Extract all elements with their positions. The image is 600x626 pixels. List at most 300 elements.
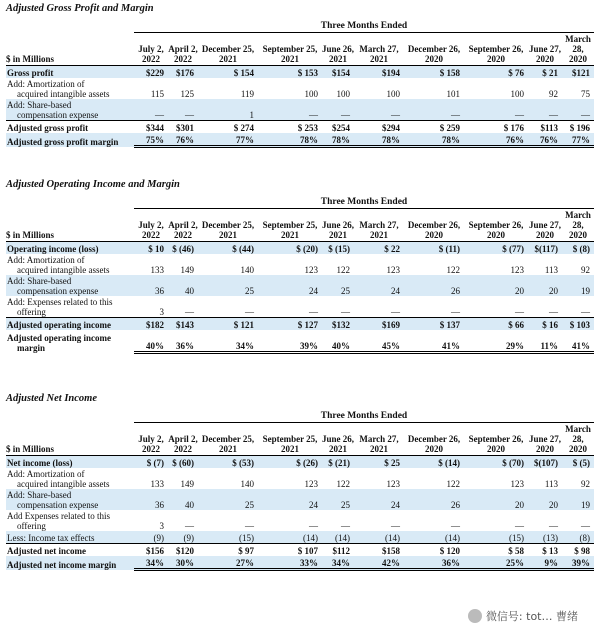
column-header bbox=[322, 423, 354, 456]
row-add-share-based-compensation-expense bbox=[6, 99, 594, 121]
value-cell: $ (20) bbox=[258, 242, 322, 255]
section-title: Adjusted Net Income bbox=[6, 393, 97, 404]
column-header-year: 2022 bbox=[142, 230, 160, 240]
value-cell: $154 bbox=[322, 66, 354, 79]
value-cell: (14) bbox=[258, 531, 322, 544]
column-header-date: April 2, bbox=[168, 220, 198, 230]
value-cell: — bbox=[549, 521, 558, 531]
column-header-date: March 28, bbox=[565, 34, 591, 54]
column-header bbox=[354, 33, 404, 66]
value-cell: 123 bbox=[386, 479, 400, 489]
value-cell: — bbox=[391, 307, 400, 317]
row-adjusted-net-income bbox=[6, 544, 594, 557]
value-cell: — bbox=[185, 521, 194, 531]
value-cell: $ (5) bbox=[562, 456, 594, 469]
row-label bbox=[6, 66, 134, 79]
value-cell: 149 bbox=[180, 479, 194, 489]
row-label-text: Adjusted operating income bbox=[7, 320, 111, 330]
row-label-text: Adjusted gross profit bbox=[7, 123, 89, 133]
value-cell: $120 bbox=[168, 544, 198, 557]
value-cell: 119 bbox=[240, 89, 254, 99]
value-cell: 76% bbox=[464, 133, 528, 147]
column-header-year: 2020 bbox=[569, 54, 587, 64]
value-cell: $229 bbox=[134, 66, 168, 79]
row-label bbox=[6, 510, 134, 531]
row-label bbox=[6, 121, 134, 134]
value-cell: 36 bbox=[134, 489, 168, 510]
value-cell: 92 bbox=[581, 265, 590, 275]
value-cell: 26 bbox=[404, 489, 464, 510]
value-cell: — bbox=[341, 307, 350, 317]
column-header-date: September 25, bbox=[262, 44, 318, 54]
value-cell: $ (53) bbox=[198, 456, 258, 469]
column-header bbox=[562, 33, 594, 66]
value-cell: $ 97 bbox=[198, 544, 258, 557]
value-cell: $ 121 bbox=[198, 318, 258, 331]
value-cell: $143 bbox=[168, 318, 198, 331]
value-cell: — bbox=[322, 99, 354, 121]
column-header bbox=[464, 423, 528, 456]
value-cell: — bbox=[245, 307, 254, 317]
column-header-year: 2020 bbox=[487, 54, 505, 64]
column-header-date: December 26, bbox=[407, 220, 461, 230]
column-header-year: 2022 bbox=[174, 54, 192, 64]
value-cell: 149 bbox=[180, 265, 194, 275]
row-label bbox=[6, 133, 134, 147]
value-cell: — bbox=[404, 99, 464, 121]
column-header-date: July 2, bbox=[138, 220, 164, 230]
column-header-year: 2021 bbox=[370, 444, 388, 454]
value-cell: $194 bbox=[354, 66, 404, 79]
value-cell: 20 bbox=[464, 489, 528, 510]
column-header-date: September 26, bbox=[468, 44, 524, 54]
value-cell: 123 bbox=[510, 479, 524, 489]
column-header-year: 2020 bbox=[569, 230, 587, 240]
value-cell: 24 bbox=[258, 489, 322, 510]
value-cell: $ 22 bbox=[354, 242, 404, 255]
value-cell: 92 bbox=[581, 479, 590, 489]
column-header bbox=[528, 209, 562, 242]
value-cell: 24 bbox=[258, 275, 322, 296]
value-cell: $294 bbox=[354, 121, 404, 134]
value-cell: 100 bbox=[510, 89, 524, 99]
value-cell: $ 107 bbox=[258, 544, 322, 557]
row-adjusted-operating-income bbox=[6, 318, 594, 331]
column-header-date: June 27, bbox=[528, 434, 561, 444]
row-add-expenses-related-to-this-offering bbox=[6, 296, 594, 318]
column-header bbox=[198, 33, 258, 66]
column-header bbox=[404, 423, 464, 456]
value-cell: (15) bbox=[198, 531, 258, 544]
wechat-icon bbox=[468, 609, 482, 623]
value-cell: $ 259 bbox=[404, 121, 464, 134]
value-cell: $ 120 bbox=[404, 544, 464, 557]
value-cell: 33% bbox=[258, 556, 322, 570]
column-header-date: June 26, bbox=[322, 434, 355, 444]
value-cell: 101 bbox=[446, 89, 460, 99]
value-cell: — bbox=[391, 521, 400, 531]
column-header bbox=[354, 423, 404, 456]
value-cell: 122 bbox=[446, 479, 460, 489]
value-cell: 24 bbox=[354, 489, 404, 510]
unit-label: $ in Millions bbox=[6, 33, 134, 66]
row-label-continuation: offering bbox=[17, 521, 46, 531]
row-label-continuation: compensation expense bbox=[17, 110, 99, 120]
row-label-continuation: offering bbox=[17, 307, 46, 317]
value-cell: $158 bbox=[354, 544, 404, 557]
value-cell: — bbox=[134, 99, 168, 121]
row-label-text: Adjusted gross profit margin bbox=[7, 136, 119, 147]
value-cell: $169 bbox=[354, 318, 404, 331]
column-header-date: July 2, bbox=[138, 434, 164, 444]
value-cell: — bbox=[515, 307, 524, 317]
value-cell: $ 274 bbox=[198, 121, 258, 134]
column-header-date: March 28, bbox=[565, 424, 591, 444]
value-cell: $ 154 bbox=[198, 66, 258, 79]
value-cell: — bbox=[581, 521, 590, 531]
column-header-year: 2021 bbox=[281, 444, 299, 454]
row-label-text: Add Expenses related to this bbox=[7, 511, 110, 521]
value-cell: 9% bbox=[528, 556, 562, 570]
value-cell: 115 bbox=[150, 89, 164, 99]
row-label-text: Add: Amortization of bbox=[7, 255, 85, 265]
value-cell: (14) bbox=[354, 531, 404, 544]
column-header-date: December 25, bbox=[201, 434, 255, 444]
value-cell: $ 21 bbox=[528, 66, 562, 79]
value-cell: 75 bbox=[581, 89, 590, 99]
column-header bbox=[354, 209, 404, 242]
value-cell: $ 16 bbox=[528, 318, 562, 331]
watermark bbox=[468, 608, 578, 624]
value-cell: 75% bbox=[134, 133, 168, 147]
row-net-income-loss bbox=[6, 456, 594, 469]
value-cell: 3 bbox=[159, 307, 164, 317]
value-cell: 122 bbox=[336, 265, 350, 275]
row-operating-income-loss bbox=[6, 242, 594, 255]
column-header-year: 2021 bbox=[370, 54, 388, 64]
column-header-date: December 25, bbox=[201, 220, 255, 230]
row-label-text: Operating income (loss) bbox=[7, 244, 99, 254]
value-cell: $176 bbox=[168, 66, 198, 79]
column-header bbox=[562, 209, 594, 242]
section-adjusted-operating-income bbox=[6, 178, 594, 354]
value-cell: $254 bbox=[322, 121, 354, 134]
value-cell: 133 bbox=[150, 265, 164, 275]
value-cell: $ 137 bbox=[404, 318, 464, 331]
column-header-year: 2020 bbox=[425, 54, 443, 64]
value-cell: 92 bbox=[549, 89, 558, 99]
value-cell: 78% bbox=[258, 133, 322, 147]
value-cell: $132 bbox=[322, 318, 354, 331]
column-header-year: 2022 bbox=[174, 230, 192, 240]
row-label-continuation: margin bbox=[17, 342, 45, 353]
value-cell: 113 bbox=[544, 265, 558, 275]
column-header-date: September 26, bbox=[468, 220, 524, 230]
column-header-date: June 26, bbox=[322, 220, 355, 230]
value-cell: 100 bbox=[336, 89, 350, 99]
value-cell: 140 bbox=[240, 479, 254, 489]
value-cell: 11% bbox=[528, 330, 562, 353]
column-header-date: March 27, bbox=[359, 220, 399, 230]
value-cell: 25% bbox=[464, 556, 528, 570]
value-cell: 78% bbox=[404, 133, 464, 147]
row-label bbox=[6, 556, 134, 570]
row-label-continuation: acquired intangible assets bbox=[17, 479, 110, 489]
column-header-year: 2021 bbox=[329, 444, 347, 454]
value-cell: $ (26) bbox=[258, 456, 322, 469]
value-cell: $ 10 bbox=[134, 242, 168, 255]
value-cell: $ (8) bbox=[562, 242, 594, 255]
value-cell: 133 bbox=[150, 479, 164, 489]
column-header-year: 2020 bbox=[569, 444, 587, 454]
column-header-year: 2020 bbox=[425, 444, 443, 454]
value-cell: $113 bbox=[528, 121, 562, 134]
row-label-continuation: acquired intangible assets bbox=[17, 265, 110, 275]
value-cell: 41% bbox=[404, 330, 464, 353]
row-add-amortization-of-acquired-intangible-assets bbox=[6, 254, 594, 275]
unit-label: $ in Millions bbox=[6, 209, 134, 242]
value-cell: 27% bbox=[198, 556, 258, 570]
column-header bbox=[464, 209, 528, 242]
value-cell: $ 153 bbox=[258, 66, 322, 79]
value-cell: $ (70) bbox=[464, 456, 528, 469]
value-cell: 76% bbox=[528, 133, 562, 147]
value-cell: 34% bbox=[322, 556, 354, 570]
column-header-year: 2020 bbox=[487, 230, 505, 240]
value-cell: $ 176 bbox=[464, 121, 528, 134]
financial-table bbox=[6, 423, 594, 571]
value-cell: 25 bbox=[322, 275, 354, 296]
financial-table bbox=[6, 33, 594, 148]
value-cell: 122 bbox=[446, 265, 460, 275]
row-label bbox=[6, 242, 134, 255]
value-cell: $112 bbox=[322, 544, 354, 557]
value-cell: 122 bbox=[336, 479, 350, 489]
column-header-date: September 26, bbox=[468, 434, 524, 444]
value-cell: $ 103 bbox=[562, 318, 594, 331]
column-header-year: 2020 bbox=[425, 230, 443, 240]
value-cell: 34% bbox=[198, 330, 258, 353]
value-cell: 45% bbox=[354, 330, 404, 353]
row-label bbox=[6, 330, 134, 353]
value-cell: — bbox=[245, 521, 254, 531]
column-header-year: 2020 bbox=[536, 230, 554, 240]
value-cell: $156 bbox=[134, 544, 168, 557]
column-header bbox=[322, 33, 354, 66]
column-header-date: September 25, bbox=[262, 220, 318, 230]
row-label-text: Add: Share-based bbox=[7, 276, 72, 286]
value-cell: 77% bbox=[562, 133, 594, 147]
column-header-date: April 2, bbox=[168, 44, 198, 54]
value-cell: 20 bbox=[528, 489, 562, 510]
row-add-amortization-of-acquired-intangible-assets bbox=[6, 468, 594, 489]
row-label-continuation: acquired intangible assets bbox=[17, 89, 110, 99]
column-header bbox=[134, 209, 168, 242]
value-cell: 125 bbox=[180, 89, 194, 99]
column-header-year: 2020 bbox=[536, 54, 554, 64]
value-cell: 123 bbox=[386, 265, 400, 275]
value-cell: $ (60) bbox=[168, 456, 198, 469]
value-cell: $182 bbox=[134, 318, 168, 331]
column-header-date: March 27, bbox=[359, 44, 399, 54]
value-cell: 100 bbox=[304, 89, 318, 99]
row-label-text: Adjusted net income margin bbox=[7, 559, 117, 570]
value-cell: (15) bbox=[464, 531, 528, 544]
section-title: Adjusted Gross Profit and Margin bbox=[6, 3, 154, 14]
row-label bbox=[6, 99, 134, 121]
column-header-year: 2021 bbox=[219, 444, 237, 454]
value-cell: 25 bbox=[198, 489, 258, 510]
row-label-text: Add: Amortization of bbox=[7, 469, 85, 479]
row-label bbox=[6, 489, 134, 510]
row-add-share-based-compensation-expense bbox=[6, 275, 594, 296]
column-header bbox=[258, 423, 322, 456]
value-cell: 123 bbox=[304, 479, 318, 489]
column-header bbox=[134, 33, 168, 66]
column-header bbox=[168, 209, 198, 242]
value-cell: 40 bbox=[168, 489, 198, 510]
row-label bbox=[6, 468, 134, 489]
value-cell: 25 bbox=[322, 489, 354, 510]
row-adjusted-gross-profit bbox=[6, 121, 594, 134]
column-header bbox=[198, 209, 258, 242]
column-header-year: 2021 bbox=[329, 54, 347, 64]
column-header bbox=[562, 423, 594, 456]
section-adjusted-gross-profit bbox=[6, 2, 594, 148]
column-header-date: December 25, bbox=[201, 44, 255, 54]
column-header-year: 2022 bbox=[142, 54, 160, 64]
value-cell: $ 253 bbox=[258, 121, 322, 134]
value-cell: (9) bbox=[168, 531, 198, 544]
row-label bbox=[6, 254, 134, 275]
column-header-year: 2022 bbox=[142, 444, 160, 454]
column-header-year: 2021 bbox=[281, 54, 299, 64]
value-cell: — bbox=[549, 307, 558, 317]
column-header bbox=[258, 209, 322, 242]
row-label-continuation: compensation expense bbox=[17, 286, 99, 296]
period-header: Three Months Ended bbox=[134, 20, 594, 33]
value-cell: — bbox=[528, 99, 562, 121]
column-header bbox=[134, 423, 168, 456]
value-cell: $ 66 bbox=[464, 318, 528, 331]
row-label-text: Adjusted net income bbox=[7, 546, 86, 556]
value-cell: $(107) bbox=[528, 456, 562, 469]
column-header bbox=[464, 33, 528, 66]
row-label-text: Add: Share-based bbox=[7, 490, 72, 500]
value-cell: 40% bbox=[134, 330, 168, 353]
value-cell: $(117) bbox=[528, 242, 562, 255]
value-cell: $ (7) bbox=[134, 456, 168, 469]
value-cell: 77% bbox=[198, 133, 258, 147]
row-label bbox=[6, 544, 134, 557]
column-header bbox=[322, 209, 354, 242]
value-cell: — bbox=[515, 521, 524, 531]
value-cell: — bbox=[581, 307, 590, 317]
value-cell: (9) bbox=[134, 531, 168, 544]
value-cell: (13) bbox=[528, 531, 562, 544]
value-cell: — bbox=[354, 99, 404, 121]
value-cell: 1 bbox=[198, 99, 258, 121]
value-cell: $ (77) bbox=[464, 242, 528, 255]
value-cell: 20 bbox=[528, 275, 562, 296]
value-cell: $ 158 bbox=[404, 66, 464, 79]
value-cell: 36% bbox=[404, 556, 464, 570]
row-label-text: Less: Income tax effects bbox=[7, 533, 95, 543]
section-adjusted-net-income bbox=[6, 392, 594, 571]
column-header-year: 2021 bbox=[219, 230, 237, 240]
column-header-date: December 26, bbox=[407, 434, 461, 444]
value-cell: $ (11) bbox=[404, 242, 464, 255]
value-cell: $ (15) bbox=[322, 242, 354, 255]
value-cell: 42% bbox=[354, 556, 404, 570]
column-header-date: June 26, bbox=[322, 44, 355, 54]
row-label-text: Gross profit bbox=[7, 68, 54, 78]
value-cell: $301 bbox=[168, 121, 198, 134]
value-cell: 100 bbox=[386, 89, 400, 99]
column-header bbox=[258, 33, 322, 66]
column-header bbox=[198, 423, 258, 456]
row-less-income-tax-effects bbox=[6, 531, 594, 544]
column-header-date: June 27, bbox=[528, 44, 561, 54]
period-header: Three Months Ended bbox=[134, 410, 594, 423]
value-cell: $ 25 bbox=[354, 456, 404, 469]
watermark-text: 微信号: tot… 曹绪 bbox=[485, 610, 578, 623]
row-label bbox=[6, 275, 134, 296]
row-label-continuation: compensation expense bbox=[17, 500, 99, 510]
column-header bbox=[528, 423, 562, 456]
column-header-year: 2021 bbox=[281, 230, 299, 240]
column-header-year: 2021 bbox=[370, 230, 388, 240]
column-header-date: March 28, bbox=[565, 210, 591, 230]
row-label-text: Add: Expenses related to this bbox=[7, 297, 113, 307]
row-label bbox=[6, 531, 134, 544]
column-header-date: July 2, bbox=[138, 44, 164, 54]
value-cell: 78% bbox=[322, 133, 354, 147]
value-cell: 20 bbox=[464, 275, 528, 296]
value-cell: $ 98 bbox=[562, 544, 594, 557]
value-cell: 19 bbox=[562, 489, 594, 510]
value-cell: 36% bbox=[168, 330, 198, 353]
row-label-text: Net income (loss) bbox=[7, 458, 73, 468]
value-cell: 25 bbox=[198, 275, 258, 296]
value-cell: — bbox=[185, 307, 194, 317]
column-header bbox=[528, 33, 562, 66]
column-header-year: 2021 bbox=[329, 230, 347, 240]
row-adjusted-net-income-margin bbox=[6, 556, 594, 570]
column-header-year: 2020 bbox=[536, 444, 554, 454]
column-header bbox=[404, 33, 464, 66]
column-header bbox=[168, 423, 198, 456]
value-cell: — bbox=[309, 521, 318, 531]
financial-table bbox=[6, 209, 594, 354]
value-cell: 40 bbox=[168, 275, 198, 296]
value-cell: 39% bbox=[562, 556, 594, 570]
value-cell: 113 bbox=[544, 479, 558, 489]
value-cell: — bbox=[464, 99, 528, 121]
value-cell: — bbox=[168, 99, 198, 121]
value-cell: $ (46) bbox=[168, 242, 198, 255]
column-header-date: June 27, bbox=[528, 220, 561, 230]
section-title: Adjusted Operating Income and Margin bbox=[6, 179, 180, 190]
row-label bbox=[6, 456, 134, 469]
value-cell: — bbox=[341, 521, 350, 531]
value-cell: $ 76 bbox=[464, 66, 528, 79]
value-cell: — bbox=[451, 307, 460, 317]
period-header: Three Months Ended bbox=[134, 196, 594, 209]
value-cell: 78% bbox=[354, 133, 404, 147]
value-cell: $ (14) bbox=[404, 456, 464, 469]
value-cell: $ 13 bbox=[528, 544, 562, 557]
